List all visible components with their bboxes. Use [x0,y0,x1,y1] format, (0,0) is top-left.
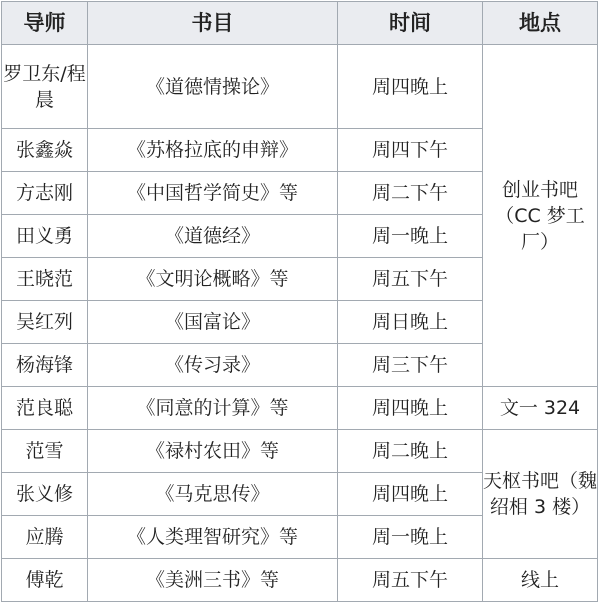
tutor-cell: 张义修 [2,473,88,516]
book-cell: 《国富论》 [88,301,338,344]
book-cell: 《中国哲学简史》等 [88,172,338,215]
table-row [2,45,598,129]
header-row [2,2,598,45]
book-cell: 《美洲三书》等 [88,559,338,602]
header-book: 书目 [88,2,338,45]
tutor-cell: 方志刚 [2,172,88,215]
tutor-cell: 张鑫焱 [2,129,88,172]
time-cell: 周四晚上 [338,473,483,516]
book-cell: 《苏格拉底的申辩》 [88,129,338,172]
schedule-table [1,1,598,602]
location-cell: 创业书吧（CC 梦工厂） [483,45,598,387]
book-cell: 《马克思传》 [88,473,338,516]
tutor-cell: 杨海锋 [2,344,88,387]
time-cell: 周三下午 [338,344,483,387]
table-row [2,430,598,473]
book-cell: 《人类理智研究》等 [88,516,338,559]
time-cell: 周四晚上 [338,387,483,430]
location-cell: 文一 324 [483,387,598,430]
time-cell: 周一晚上 [338,215,483,258]
header-location: 地点 [483,2,598,45]
time-cell: 周四晚上 [338,45,483,129]
tutor-cell: 王晓范 [2,258,88,301]
table-body [2,45,598,602]
tutor-cell: 罗卫东/程晨 [2,45,88,129]
time-cell: 周五下午 [338,258,483,301]
header-time: 时间 [338,2,483,45]
book-cell: 《文明论概略》等 [88,258,338,301]
book-cell: 《同意的计算》等 [88,387,338,430]
location-cell: 天枢书吧（魏绍相 3 楼） [483,430,598,559]
tutor-cell: 田义勇 [2,215,88,258]
tutor-cell: 吴红列 [2,301,88,344]
book-cell: 《道德情操论》 [88,45,338,129]
tutor-cell: 范良聪 [2,387,88,430]
table-row [2,559,598,602]
time-cell: 周日晚上 [338,301,483,344]
reading-schedule [1,1,599,605]
book-cell: 《禄村农田》等 [88,430,338,473]
time-cell: 周二晚上 [338,430,483,473]
tutor-cell: 范雪 [2,430,88,473]
header-tutor: 导师 [2,2,88,45]
time-cell: 周二下午 [338,172,483,215]
tutor-cell: 傅乾 [2,559,88,602]
tutor-cell: 应腾 [2,516,88,559]
location-cell: 线上 [483,559,598,602]
time-cell: 周四下午 [338,129,483,172]
book-cell: 《传习录》 [88,344,338,387]
time-cell: 周五下午 [338,559,483,602]
time-cell: 周一晚上 [338,516,483,559]
book-cell: 《道德经》 [88,215,338,258]
table-row [2,387,598,430]
